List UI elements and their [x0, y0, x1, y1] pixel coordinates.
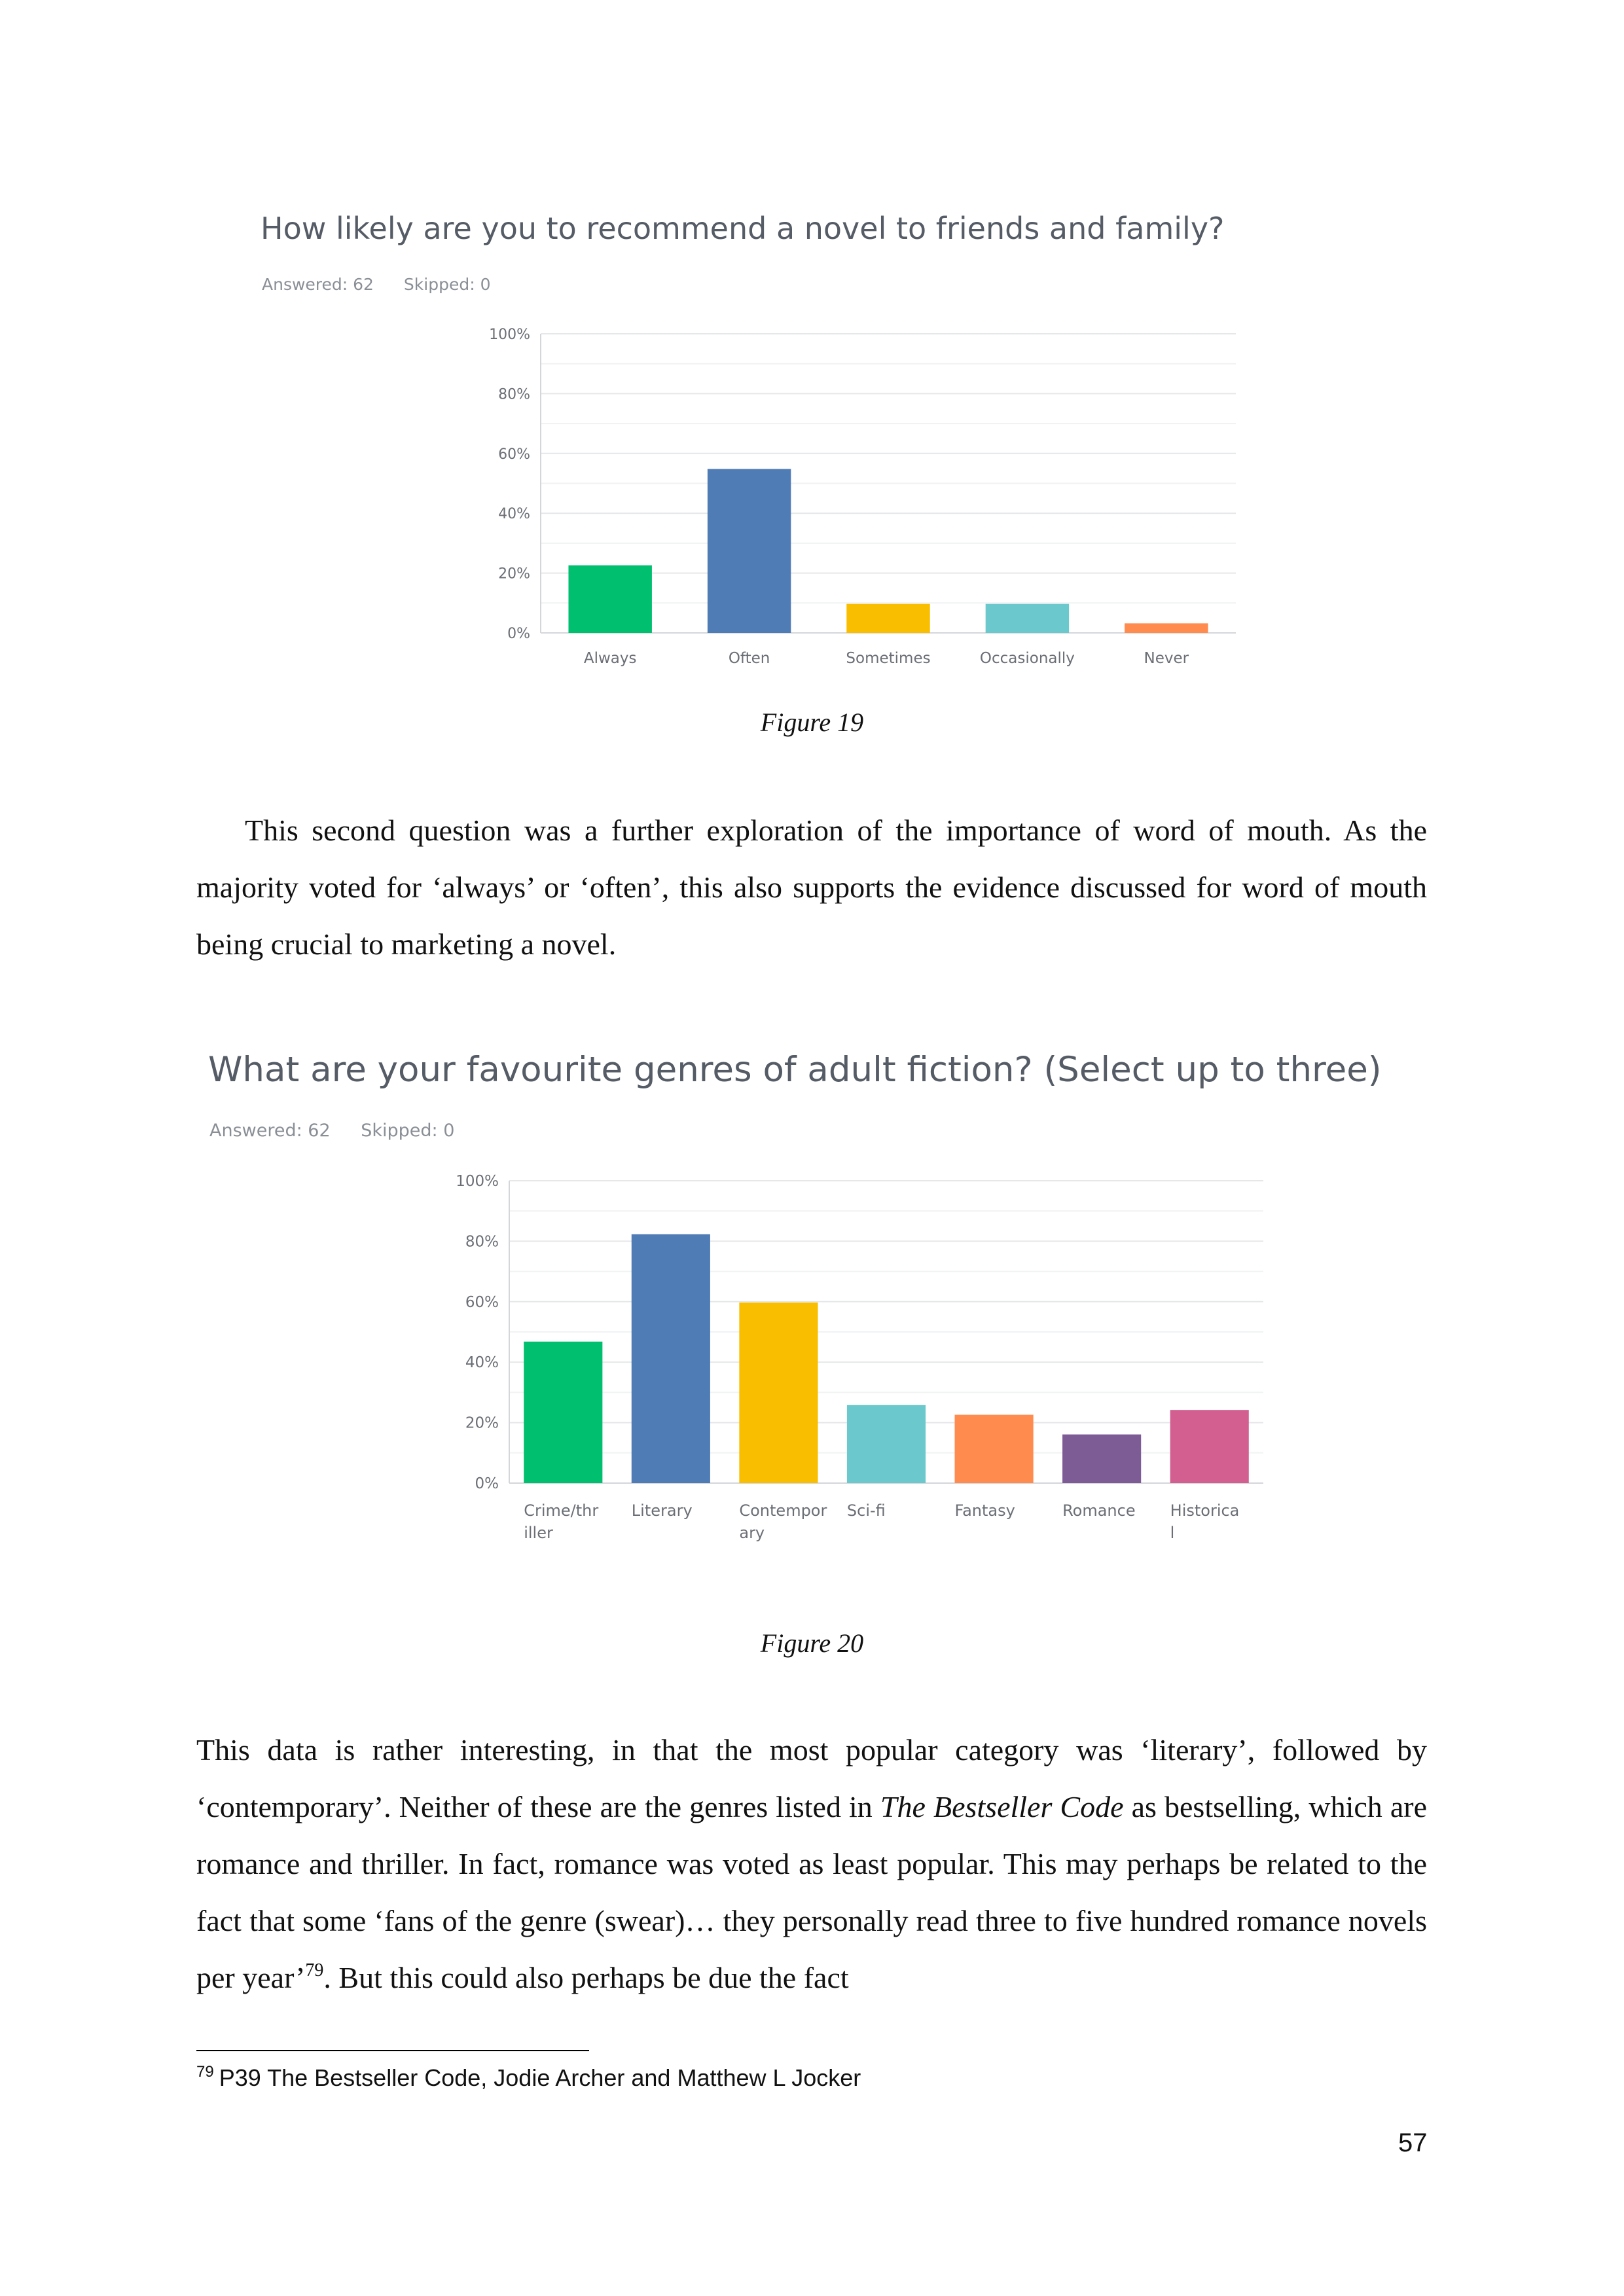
figure20-bar-chart [425, 1158, 1276, 1551]
bar [846, 604, 929, 633]
figure19-skipped: Skipped: 0 [403, 275, 491, 294]
x-tick-label: ary [739, 1524, 765, 1542]
body-paragraph-2 [196, 1721, 1427, 2006]
y-tick-label: 40% [498, 506, 530, 523]
y-tick-label: 80% [465, 1233, 499, 1251]
x-tick-label: iller [524, 1524, 553, 1542]
bar [955, 1415, 1034, 1483]
bar [1062, 1435, 1141, 1483]
figure20-skipped: Skipped: 0 [361, 1121, 455, 1141]
y-tick-label: 60% [465, 1293, 499, 1311]
bar [1125, 623, 1208, 633]
x-tick-label: Romance [1062, 1501, 1136, 1520]
bar [568, 565, 651, 633]
figure19-response-stats [262, 275, 490, 294]
bar [739, 1302, 818, 1483]
y-tick-label: 0% [475, 1475, 499, 1492]
paragraph-1-text: This second question was a further exploration of the importance of word of mouth. As the majority voted for ‘always’ or ‘often’, this also supports the evidence discussed for word of mouth being crucial to marketing a novel. [196, 814, 1427, 961]
footnote-number: 79 [196, 2063, 214, 2081]
y-tick-label: 100% [456, 1173, 499, 1190]
bar [708, 469, 791, 633]
bar [632, 1234, 710, 1483]
book-title: The Bestseller Code [880, 1790, 1124, 1823]
x-tick-label: Occasionally [979, 650, 1075, 667]
x-tick-label: Always [583, 650, 637, 667]
x-tick-label: Crime/thr [524, 1501, 599, 1520]
y-tick-label: 0% [507, 626, 530, 642]
footnote-reference: 79 [305, 1960, 324, 1981]
footnote [196, 2063, 861, 2092]
y-tick-label: 40% [465, 1354, 499, 1372]
x-tick-label: Sometimes [846, 650, 931, 667]
figure20-caption: Figure 20 [760, 1628, 864, 1658]
y-tick-label: 20% [498, 565, 530, 583]
paragraph-2-part-1: This data is rather interesting, in that the most popular category was ‘literary’, followed by ‘contemporary’. Neither of these are the genres listed in [196, 1733, 1427, 1823]
x-tick-label: Historica [1170, 1501, 1240, 1520]
x-tick-label: Contempor [739, 1501, 827, 1520]
paragraph-2-part-2: as bestselling, which are romance and thriller. In fact, romance was voted as least popular. This may perhaps be related to the fact that some ‘fans of the genre (swear)… they personally read three to five hundred romance novels per year’ [196, 1790, 1427, 1994]
paragraph-2-text [196, 1721, 1427, 2006]
figure19-caption: Figure 19 [760, 708, 864, 737]
body-paragraph-1 [196, 802, 1427, 973]
figure20-title: What are your favourite genres of adult fiction? (Select up to three) [208, 1050, 1382, 1090]
bar [524, 1342, 602, 1483]
bar [986, 604, 1069, 633]
figure19-title: How likely are you to recommend a novel to friends and family? [261, 211, 1225, 246]
y-tick-label: 100% [489, 327, 530, 343]
y-tick-label: 80% [498, 386, 530, 403]
x-tick-label: Literary [631, 1501, 693, 1520]
y-tick-label: 20% [465, 1414, 499, 1432]
figure19-answered: Answered: 62 [262, 275, 374, 294]
figure20-response-stats [209, 1121, 454, 1141]
x-tick-label: Fantasy [954, 1501, 1015, 1520]
x-tick-label: l [1170, 1524, 1175, 1542]
bar [847, 1405, 926, 1483]
x-tick-label: Often [728, 650, 770, 667]
footnote-separator [196, 2050, 589, 2051]
x-tick-label: Sci-fi [846, 1501, 886, 1520]
figure19-bar-chart [458, 314, 1244, 681]
bar [1170, 1410, 1249, 1483]
page-number: 57 [1398, 2128, 1428, 2157]
figure20-answered: Answered: 62 [209, 1121, 331, 1141]
paragraph-2-part-3: . But this could also perhaps be due the fact [323, 1961, 849, 1994]
x-tick-label: Never [1144, 650, 1189, 667]
footnote-text: P39 The Bestseller Code, Jodie Archer and Matthew L Jocker [219, 2064, 861, 2091]
y-tick-label: 60% [498, 446, 530, 463]
